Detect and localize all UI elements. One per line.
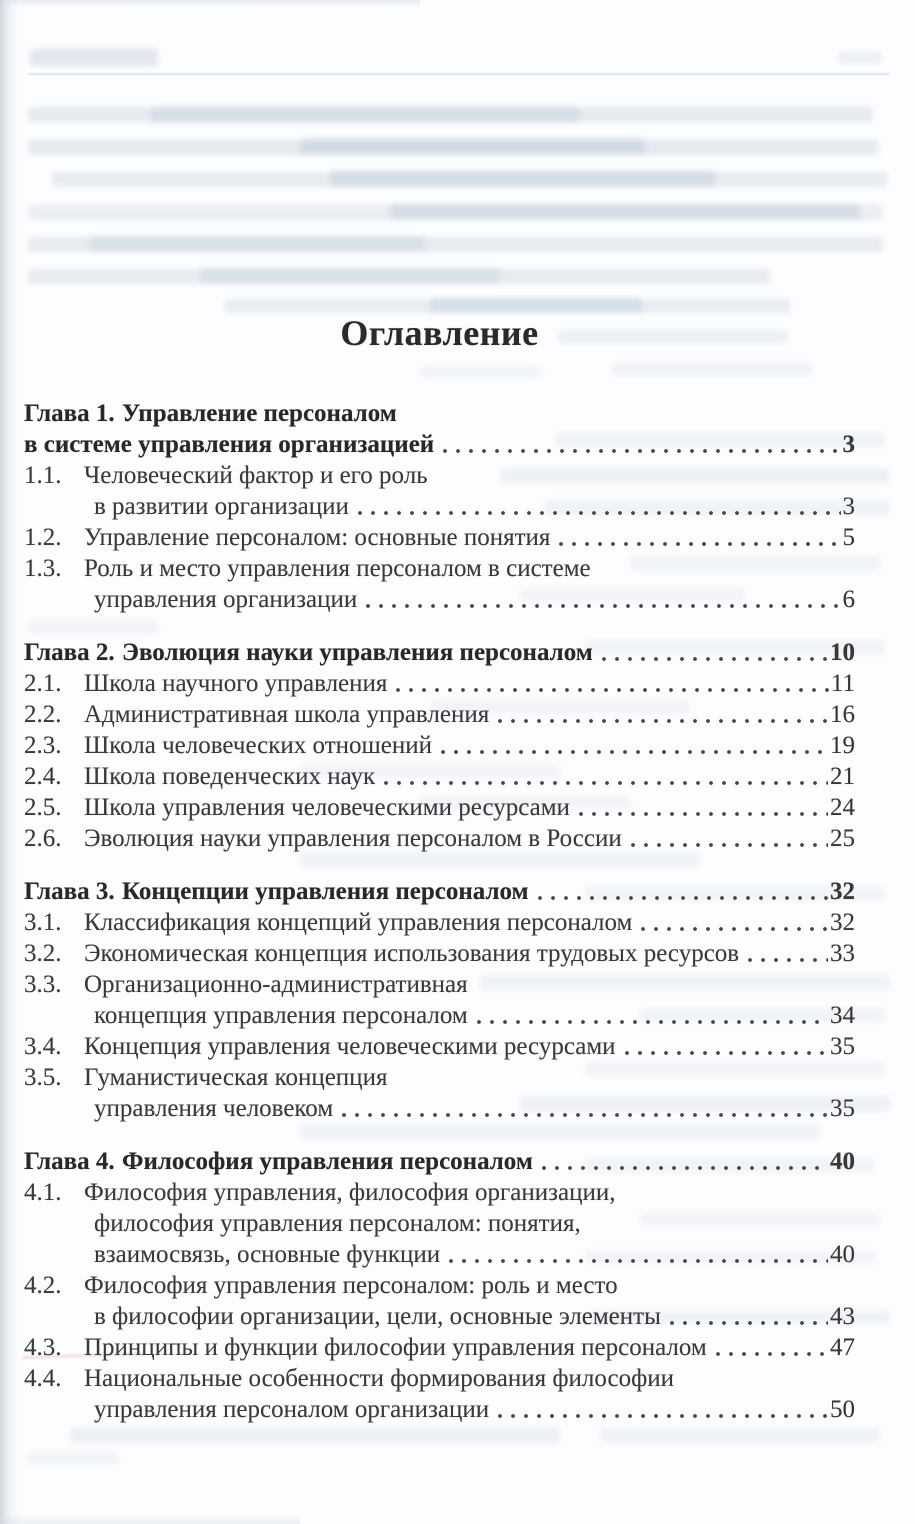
- page-top-edge-shadow: [0, 0, 420, 8]
- toc-item-row: [24, 1239, 855, 1270]
- toc-entry-number: 2.2.: [24, 701, 62, 728]
- toc-entry-text: Национальные особенности формирования философии: [84, 1365, 675, 1392]
- toc-entry-text: управления организации: [94, 586, 358, 613]
- toc-entry-text: взаимосвязь, основные функции: [94, 1241, 441, 1268]
- toc-page-number: 32: [830, 878, 855, 905]
- toc-item-row: [24, 1208, 855, 1239]
- toc-item-row: [24, 1363, 855, 1394]
- toc-entry-text: Школа человеческих отношений: [84, 732, 432, 759]
- bleed-artifact: [838, 52, 882, 63]
- bleed-artifact: [28, 73, 890, 75]
- toc-entry-number: 4.4.: [24, 1365, 62, 1392]
- toc-page-number: 21: [830, 763, 855, 790]
- toc-entry-number: Глава 1.: [24, 400, 115, 427]
- dot-leader: [669, 1319, 828, 1327]
- toc-entry-number: 2.4.: [24, 763, 62, 790]
- toc-entry-text: управления персоналом организации: [94, 1396, 490, 1423]
- dot-leader: [497, 1412, 828, 1420]
- bleed-artifact: [150, 107, 580, 122]
- toc-entry-text: концепция управления персоналом: [94, 1002, 468, 1029]
- toc-entry-text: управления человеком: [94, 1095, 334, 1122]
- dot-leader: [341, 1111, 828, 1119]
- toc-item-row: [24, 1301, 855, 1332]
- toc-page-number: 6: [842, 586, 855, 613]
- toc-item-row: [24, 1270, 855, 1301]
- dot-leader: [497, 717, 828, 725]
- toc-page-number: 16: [830, 701, 855, 728]
- toc-page-number: 11: [830, 670, 855, 697]
- bleed-artifact: [200, 268, 500, 283]
- toc-entry-number: 2.3.: [24, 732, 62, 759]
- toc-item-row: [24, 1031, 855, 1062]
- toc-page-number: 5: [842, 524, 855, 551]
- toc-item-row: [24, 969, 855, 1000]
- dot-leader: [715, 1350, 828, 1358]
- toc-entry-number: 2.1.: [24, 670, 62, 697]
- dot-leader: [448, 1257, 828, 1265]
- bleed-artifact: [420, 366, 542, 378]
- toc-page-number: 35: [830, 1095, 855, 1122]
- toc-entry-text: Философия управления, философия организации,: [84, 1179, 616, 1206]
- toc-item-row: [24, 907, 855, 938]
- bleed-artifact: [430, 298, 642, 312]
- toc-item-row: [24, 938, 855, 969]
- dot-leader: [357, 509, 841, 517]
- toc-chapter-row: [24, 637, 855, 668]
- toc-item-row: [24, 584, 855, 615]
- toc-item-row: [24, 1000, 855, 1031]
- page-left-edge-shadow: [0, 0, 20, 1524]
- bleed-artifact: [612, 363, 812, 376]
- toc-entry-text: Концепция управления человеческими ресурсами: [84, 1033, 616, 1060]
- toc-entry-text: Философия управления персоналом: роль и место: [84, 1272, 618, 1299]
- toc-entry-number: 2.5.: [24, 794, 62, 821]
- toc-entry-text: Школа поведенческих наук: [84, 763, 376, 790]
- toc-entry-text: в развитии организации: [94, 493, 349, 520]
- toc-item-row: [24, 1093, 855, 1124]
- page-bottom-edge-shadow: [0, 1514, 300, 1524]
- toc-page-number: 3: [842, 431, 855, 458]
- toc-entry-number: 1.2.: [24, 524, 62, 551]
- dot-leader: [578, 810, 828, 818]
- toc-entry-number: 4.2.: [24, 1272, 62, 1299]
- toc-entry-text: Принципы и функции философии управления персоналом: [84, 1334, 707, 1361]
- toc-entry-text: Управление персоналом: основные понятия: [84, 524, 551, 551]
- toc-entry-text: Гуманистическая концепция: [84, 1064, 388, 1091]
- toc-page-number: 24: [830, 794, 855, 821]
- toc-page-number: 3: [842, 493, 855, 520]
- dot-leader: [383, 779, 828, 787]
- toc-entry-number: 2.6.: [24, 825, 62, 852]
- toc-item-row: [24, 1062, 855, 1093]
- bleed-artifact: [300, 139, 645, 154]
- toc-entry-number: Глава 3.: [24, 878, 115, 905]
- toc-entry-text: Философия управления персоналом: [122, 1148, 533, 1175]
- toc-entry-text: Административная школа управления: [84, 701, 490, 728]
- toc-entry-text: Концепции управления персоналом: [122, 878, 529, 905]
- toc-chapter-row: [24, 429, 855, 460]
- toc-page-number: 40: [830, 1241, 855, 1268]
- toc-entry-number: 1.1.: [24, 462, 62, 489]
- toc-item-row: [24, 1177, 855, 1208]
- toc-page-number: 34: [830, 1002, 855, 1029]
- toc-page-number: 25: [830, 825, 855, 852]
- page-title: Оглавление: [340, 313, 539, 353]
- dot-leader: [630, 841, 828, 849]
- toc-item-row: [24, 668, 855, 699]
- toc-entry-number: 3.2.: [24, 940, 62, 967]
- toc-page-number: 10: [830, 639, 855, 666]
- dot-leader: [747, 956, 828, 964]
- toc-entry-text: Эволюция науки управления персоналом: [122, 639, 593, 666]
- bleed-artifact: [390, 204, 860, 219]
- bleed-artifact: [30, 49, 158, 66]
- toc-page-number: 33: [830, 940, 855, 967]
- toc-entry-number: Глава 4.: [24, 1148, 115, 1175]
- dot-leader: [442, 447, 840, 455]
- dot-leader: [476, 1018, 828, 1026]
- bleed-artifact: [28, 1452, 118, 1465]
- toc-entry-number: 1.3.: [24, 555, 62, 582]
- toc-entry-text: Эволюция науки управления персоналом в России: [84, 825, 622, 852]
- dot-leader: [537, 894, 828, 902]
- toc-page-number: 40: [830, 1148, 855, 1175]
- toc-page-number: 50: [830, 1396, 855, 1423]
- toc-entry-text: в системе управления организацией: [24, 431, 435, 458]
- toc-item-row: [24, 1332, 855, 1363]
- toc-entry-text: Классификация концепций управления персоналом: [84, 909, 633, 936]
- dot-leader: [541, 1164, 828, 1172]
- toc-item-row: [24, 460, 855, 491]
- dot-leader: [640, 925, 828, 933]
- dot-leader: [365, 602, 840, 610]
- toc-item-row: [24, 792, 855, 823]
- toc-item-row: [24, 699, 855, 730]
- dot-leader: [395, 686, 829, 694]
- toc-entry-number: 4.1.: [24, 1179, 62, 1206]
- dot-leader: [624, 1049, 828, 1057]
- toc-entry-text: философия управления персоналом: понятия,: [94, 1210, 581, 1237]
- bleed-artifact: [90, 236, 425, 251]
- toc-item-row: [24, 823, 855, 854]
- toc-chapter-row: [24, 398, 855, 429]
- toc-entry-number: Глава 2.: [24, 639, 115, 666]
- toc-page-number: 32: [830, 909, 855, 936]
- toc-entry-text: Человеческий фактор и его роль: [84, 462, 428, 489]
- bleed-artifact: [330, 171, 715, 186]
- toc-entry-text: Роль и место управления персоналом в системе: [84, 555, 591, 582]
- toc-chapter-row: [24, 1146, 855, 1177]
- toc-item-row: [24, 491, 855, 522]
- dot-leader: [601, 655, 828, 663]
- toc-entry-text: Школа научного управления: [84, 670, 388, 697]
- toc-page-number: 35: [830, 1033, 855, 1060]
- dot-leader: [440, 748, 828, 756]
- toc-entry-number: 3.5.: [24, 1064, 62, 1091]
- toc-item-row: [24, 730, 855, 761]
- toc-entry-text: Организационно-административная: [84, 971, 468, 998]
- toc-page-number: 43: [830, 1303, 855, 1330]
- toc-item-row: [24, 522, 855, 553]
- toc-page-number: 19: [830, 732, 855, 759]
- toc-entry-number: 3.3.: [24, 971, 62, 998]
- toc-page-number: 47: [830, 1334, 855, 1361]
- toc-entry-text: в философии организации, цели, основные элементы: [94, 1303, 661, 1330]
- dot-leader: [558, 540, 840, 548]
- bleed-artifact: [600, 1428, 880, 1443]
- toc-entry-text: Управление персоналом: [122, 400, 397, 427]
- table-of-contents: [24, 398, 855, 1425]
- toc-entry-number: 4.3.: [24, 1334, 62, 1361]
- toc-item-row: [24, 1394, 855, 1425]
- toc-item-row: [24, 761, 855, 792]
- toc-item-row: [24, 553, 855, 584]
- toc-chapter-row: [24, 876, 855, 907]
- toc-entry-text: Школа управления человеческими ресурсами: [84, 794, 570, 821]
- toc-entry-text: Экономическая концепция использования трудовых ресурсов: [84, 940, 740, 967]
- bleed-artifact: [70, 1428, 560, 1443]
- toc-entry-number: 3.1.: [24, 909, 62, 936]
- toc-entry-number: 3.4.: [24, 1033, 62, 1060]
